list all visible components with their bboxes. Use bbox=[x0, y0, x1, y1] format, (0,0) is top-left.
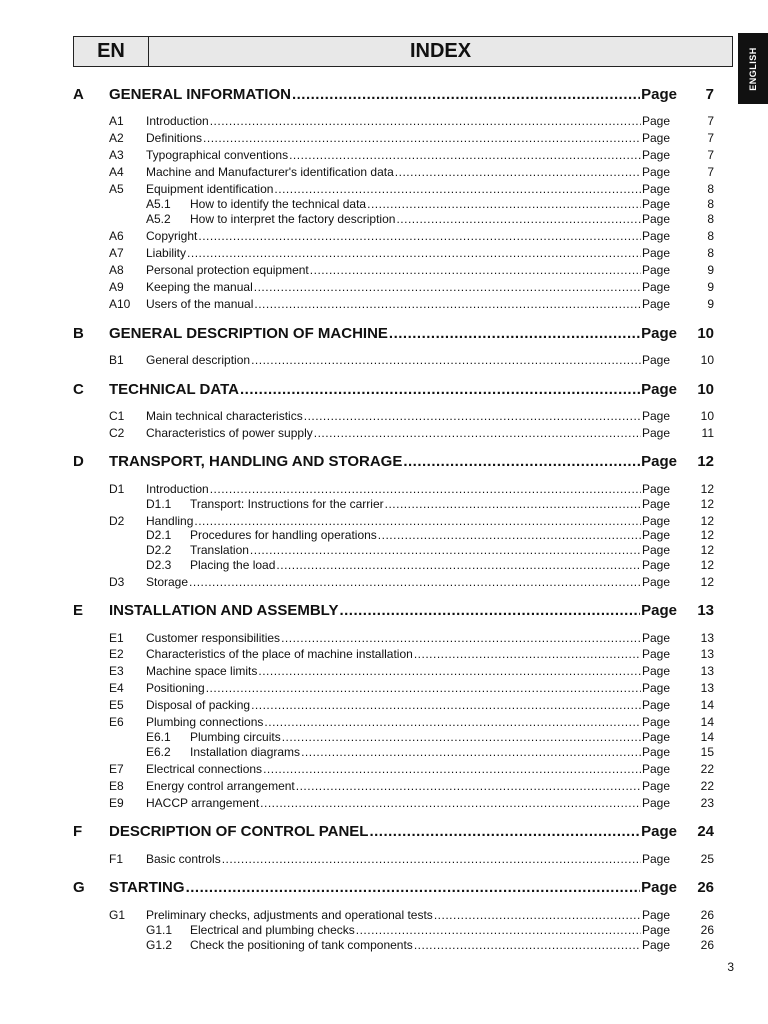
toc-title-line bbox=[146, 262, 670, 279]
toc-code: E3 bbox=[109, 664, 124, 678]
toc-code: D2.3 bbox=[146, 558, 172, 572]
toc-title-line bbox=[146, 113, 670, 130]
toc-title: Handling bbox=[146, 514, 194, 528]
toc-page-number: 22 bbox=[700, 779, 714, 793]
toc-entry-row[interactable] bbox=[0, 262, 768, 279]
page-word: Page bbox=[641, 698, 670, 712]
dot-leader bbox=[396, 211, 641, 228]
page-word: Page bbox=[641, 715, 670, 729]
page-word: Page bbox=[641, 165, 670, 179]
toc-title-line bbox=[190, 211, 670, 228]
page-word: Page bbox=[641, 148, 670, 162]
dot-leader bbox=[186, 879, 641, 896]
toc-code: D1.1 bbox=[146, 497, 172, 511]
dot-leader bbox=[260, 795, 641, 812]
page-word: Page bbox=[641, 762, 670, 776]
toc-page-number: 10 bbox=[697, 381, 714, 398]
page-word: Page bbox=[641, 229, 670, 243]
toc-page-number: 10 bbox=[697, 325, 714, 342]
toc-title: Basic controls bbox=[146, 852, 221, 866]
dot-leader bbox=[263, 761, 641, 778]
toc-entry-row[interactable] bbox=[0, 761, 768, 778]
toc-title-line bbox=[109, 325, 677, 342]
page-word: Page bbox=[641, 212, 670, 226]
toc-page-number: 26 bbox=[700, 938, 714, 952]
toc-title-line bbox=[109, 879, 677, 896]
page-title: INDEX bbox=[409, 40, 472, 62]
dot-leader bbox=[403, 453, 640, 470]
toc-code: E8 bbox=[109, 779, 124, 793]
dot-leader bbox=[210, 113, 641, 130]
toc-title: Personal protection equipment bbox=[146, 263, 309, 277]
toc-title: TECHNICAL DATA bbox=[109, 381, 239, 398]
toc-title: Electrical connections bbox=[146, 762, 263, 776]
toc-code: A6 bbox=[109, 229, 124, 243]
page-word: Page bbox=[641, 879, 677, 896]
dot-leader bbox=[198, 228, 641, 245]
dot-leader bbox=[296, 778, 641, 795]
toc-title-line bbox=[190, 744, 670, 761]
toc-code: G1.2 bbox=[146, 938, 173, 952]
toc-page-number: 26 bbox=[697, 879, 714, 896]
dot-leader bbox=[187, 245, 641, 262]
toc-page-number: 12 bbox=[700, 514, 714, 528]
toc-page-number: 12 bbox=[700, 497, 714, 511]
toc-title-line bbox=[146, 663, 670, 680]
toc-code: F bbox=[73, 823, 83, 840]
dot-leader bbox=[339, 602, 640, 619]
toc-entry-row[interactable] bbox=[0, 574, 768, 591]
toc-title: Check the positioning of tank components bbox=[190, 938, 413, 952]
dot-leader bbox=[189, 574, 641, 591]
toc-page-number: 14 bbox=[700, 698, 714, 712]
toc-code: A bbox=[73, 86, 84, 103]
toc-title-line bbox=[146, 147, 670, 164]
dot-leader bbox=[395, 164, 641, 181]
toc-code: D1 bbox=[109, 482, 125, 496]
toc-code: C bbox=[73, 381, 84, 398]
toc-page-number: 23 bbox=[700, 796, 714, 810]
toc-title: How to interpret the factory description bbox=[190, 212, 396, 226]
toc-code: G bbox=[73, 879, 85, 896]
toc-title-line bbox=[146, 296, 670, 313]
dot-leader bbox=[369, 823, 640, 840]
toc-code: F1 bbox=[109, 852, 124, 866]
toc-page-number: 13 bbox=[700, 631, 714, 645]
toc-entry-row[interactable] bbox=[0, 795, 768, 812]
dot-leader bbox=[222, 851, 641, 868]
dot-leader bbox=[203, 130, 641, 147]
toc-page-number: 12 bbox=[700, 543, 714, 557]
toc-code: E2 bbox=[109, 647, 124, 661]
page-word: Page bbox=[641, 923, 670, 937]
toc-page-number: 12 bbox=[700, 528, 714, 542]
toc-code: A5 bbox=[109, 182, 124, 196]
toc-code: G1 bbox=[109, 908, 126, 922]
dot-leader bbox=[254, 296, 641, 313]
toc-entry-row[interactable] bbox=[0, 425, 768, 442]
toc-code: C1 bbox=[109, 409, 125, 423]
toc-page-number: 26 bbox=[700, 908, 714, 922]
toc-title-line bbox=[109, 823, 677, 840]
dot-leader bbox=[385, 496, 641, 513]
toc-page-number: 9 bbox=[707, 280, 714, 294]
toc-title-line bbox=[146, 680, 670, 697]
toc-page-number: 13 bbox=[697, 602, 714, 619]
toc-entry-row[interactable] bbox=[0, 663, 768, 680]
toc-code: E6.1 bbox=[146, 730, 171, 744]
toc-page-number: 12 bbox=[697, 453, 714, 470]
toc-title-line bbox=[146, 425, 670, 442]
toc-code: E5 bbox=[109, 698, 124, 712]
toc-page-number: 10 bbox=[700, 353, 714, 367]
toc-subentry-row[interactable] bbox=[0, 496, 768, 513]
toc-code: G1.1 bbox=[146, 923, 173, 937]
toc-code: D3 bbox=[109, 575, 125, 589]
toc-page-number: 9 bbox=[707, 297, 714, 311]
toc-code: D2 bbox=[109, 514, 125, 528]
dot-leader bbox=[281, 630, 641, 647]
toc-code: A1 bbox=[109, 114, 124, 128]
page-word: Page bbox=[641, 353, 670, 367]
toc-title-line bbox=[146, 630, 670, 647]
page-word: Page bbox=[641, 482, 670, 496]
toc-entry-row[interactable] bbox=[0, 279, 768, 296]
toc-code: E7 bbox=[109, 762, 124, 776]
language-code: EN bbox=[74, 37, 149, 66]
toc-entry-row[interactable] bbox=[0, 851, 768, 868]
toc-section-row[interactable] bbox=[0, 453, 768, 470]
toc-title: Placing the load bbox=[190, 558, 276, 572]
toc-title: Copyright bbox=[146, 229, 198, 243]
page-word: Page bbox=[641, 246, 670, 260]
toc-title: Preliminary checks, adjustments and operational tests bbox=[146, 908, 433, 922]
page-word: Page bbox=[641, 497, 670, 511]
page-word: Page bbox=[641, 908, 670, 922]
toc-title: Storage bbox=[146, 575, 189, 589]
dot-leader bbox=[251, 352, 641, 369]
toc-code: D2.1 bbox=[146, 528, 172, 542]
toc-entry-row[interactable] bbox=[0, 352, 768, 369]
page-word: Page bbox=[641, 823, 677, 840]
toc-title: Machine space limits bbox=[146, 664, 258, 678]
toc-title-line bbox=[190, 496, 670, 513]
toc-title: Electrical and plumbing checks bbox=[190, 923, 355, 937]
toc-code: A4 bbox=[109, 165, 124, 179]
dot-leader bbox=[389, 325, 640, 342]
page-word: Page bbox=[641, 602, 677, 619]
toc-code: B1 bbox=[109, 353, 124, 367]
toc-title: Equipment identification bbox=[146, 182, 274, 196]
toc-title-line bbox=[190, 937, 670, 954]
toc-title: Users of the manual bbox=[146, 297, 254, 311]
toc-title: Introduction bbox=[146, 482, 209, 496]
toc-page-number: 14 bbox=[700, 730, 714, 744]
toc-title-line bbox=[146, 646, 670, 663]
dot-leader bbox=[414, 937, 641, 954]
toc-code: A7 bbox=[109, 246, 124, 260]
toc-entry-row[interactable] bbox=[0, 646, 768, 663]
toc-page-number: 13 bbox=[700, 681, 714, 695]
toc-page-number: 24 bbox=[697, 823, 714, 840]
toc-title-line bbox=[146, 130, 670, 147]
toc-title-line bbox=[109, 602, 677, 619]
toc-code: E9 bbox=[109, 796, 124, 810]
toc-title: GENERAL INFORMATION bbox=[109, 86, 291, 103]
page-word: Page bbox=[641, 664, 670, 678]
toc-code: E4 bbox=[109, 681, 124, 695]
toc-entry-row[interactable] bbox=[0, 164, 768, 181]
toc-page-number: 8 bbox=[707, 182, 714, 196]
toc-title: Positioning bbox=[146, 681, 205, 695]
toc-title-line bbox=[190, 557, 670, 574]
toc-code: A3 bbox=[109, 148, 124, 162]
toc-title-line bbox=[146, 795, 670, 812]
toc-title-line bbox=[146, 761, 670, 778]
dot-leader bbox=[289, 147, 641, 164]
toc-page-number: 25 bbox=[700, 852, 714, 866]
dot-leader bbox=[258, 663, 641, 680]
toc-title-line bbox=[109, 453, 677, 470]
toc-page-number: 8 bbox=[707, 197, 714, 211]
dot-leader bbox=[292, 86, 640, 103]
toc-page-number: 12 bbox=[700, 575, 714, 589]
toc-page-number: 13 bbox=[700, 664, 714, 678]
toc-title: Procedures for handling operations bbox=[190, 528, 377, 542]
toc-page-number: 22 bbox=[700, 762, 714, 776]
toc-title-line bbox=[146, 279, 670, 296]
toc-section-row[interactable] bbox=[0, 86, 768, 103]
toc-code: A5.1 bbox=[146, 197, 171, 211]
toc-title-line bbox=[146, 352, 670, 369]
toc-title: Transport: Instructions for the carrier bbox=[190, 497, 384, 511]
page-word: Page bbox=[641, 86, 677, 103]
toc-title: Plumbing connections bbox=[146, 715, 264, 729]
toc-entry-row[interactable] bbox=[0, 697, 768, 714]
toc-title: Liability bbox=[146, 246, 187, 260]
dot-leader bbox=[304, 408, 641, 425]
toc-code: A10 bbox=[109, 297, 131, 311]
toc-title: Main technical characteristics bbox=[146, 409, 303, 423]
toc-title: Installation diagrams bbox=[190, 745, 301, 759]
page-word: Page bbox=[641, 453, 677, 470]
toc-entry-row[interactable] bbox=[0, 680, 768, 697]
toc-title: Disposal of packing bbox=[146, 698, 251, 712]
toc-entry-row[interactable] bbox=[0, 228, 768, 245]
page-word: Page bbox=[641, 938, 670, 952]
toc-section-row[interactable] bbox=[0, 381, 768, 398]
toc-page-number: 11 bbox=[701, 426, 714, 440]
toc-section-row[interactable] bbox=[0, 325, 768, 342]
toc-code: D bbox=[73, 453, 84, 470]
toc-page-number: 7 bbox=[707, 148, 714, 162]
page-word: Page bbox=[641, 325, 677, 342]
toc-title-line bbox=[146, 574, 670, 591]
toc-page-number: 10 bbox=[700, 409, 714, 423]
toc-title-line bbox=[146, 228, 670, 245]
toc-entry-row[interactable] bbox=[0, 130, 768, 147]
toc-title: Definitions bbox=[146, 131, 203, 145]
page-word: Page bbox=[641, 543, 670, 557]
toc-page-number: 7 bbox=[707, 131, 714, 145]
toc-title: How to identify the technical data bbox=[190, 197, 367, 211]
page-word: Page bbox=[641, 647, 670, 661]
page-word: Page bbox=[641, 426, 670, 440]
toc-code: E bbox=[73, 602, 84, 619]
toc-entry-row[interactable] bbox=[0, 630, 768, 647]
toc-section-row[interactable] bbox=[0, 823, 768, 840]
toc-code: A8 bbox=[109, 263, 124, 277]
toc-page-number: 9 bbox=[707, 263, 714, 277]
toc-code: B bbox=[73, 325, 84, 342]
page-word: Page bbox=[641, 197, 670, 211]
page-word: Page bbox=[641, 779, 670, 793]
toc-page-number: 7 bbox=[707, 114, 714, 128]
toc-page-number: 13 bbox=[700, 647, 714, 661]
toc-title-line bbox=[146, 851, 670, 868]
toc-title-line bbox=[109, 381, 677, 398]
toc-subentry-row[interactable] bbox=[0, 744, 768, 761]
dot-leader bbox=[251, 697, 641, 714]
dot-leader bbox=[414, 646, 641, 663]
page-word: Page bbox=[641, 263, 670, 277]
toc-title-line bbox=[146, 697, 670, 714]
page-word: Page bbox=[641, 381, 677, 398]
toc-page-number: 26 bbox=[700, 923, 714, 937]
toc-title: Plumbing circuits bbox=[190, 730, 281, 744]
toc-title-line bbox=[146, 778, 670, 795]
toc-page-number: 7 bbox=[705, 86, 714, 103]
page-word: Page bbox=[641, 796, 670, 810]
page-word: Page bbox=[641, 409, 670, 423]
toc-title: Energy control arrangement bbox=[146, 779, 295, 793]
toc-title: Keeping the manual bbox=[146, 280, 253, 294]
toc-title: TRANSPORT, HANDLING AND STORAGE bbox=[109, 453, 403, 470]
page-word: Page bbox=[641, 514, 670, 528]
toc-section-row[interactable] bbox=[0, 879, 768, 896]
toc-code: A2 bbox=[109, 131, 124, 145]
toc-code: E1 bbox=[109, 631, 124, 645]
toc-page-number: 7 bbox=[707, 165, 714, 179]
toc-title: INSTALLATION AND ASSEMBLY bbox=[109, 602, 339, 619]
toc-code: E6 bbox=[109, 715, 124, 729]
page-word: Page bbox=[641, 131, 670, 145]
dot-leader bbox=[301, 744, 641, 761]
dot-leader bbox=[206, 680, 641, 697]
toc-entry-row[interactable] bbox=[0, 408, 768, 425]
toc-title-line bbox=[146, 164, 670, 181]
page-word: Page bbox=[641, 558, 670, 572]
toc-title: GENERAL DESCRIPTION OF MACHINE bbox=[109, 325, 388, 342]
toc-page-number: 8 bbox=[707, 229, 714, 243]
toc-code: E6.2 bbox=[146, 745, 171, 759]
page-word: Page bbox=[641, 280, 670, 294]
toc-page-number: 8 bbox=[707, 212, 714, 226]
toc-page-number: 8 bbox=[707, 246, 714, 260]
toc-title: Typographical conventions bbox=[146, 148, 289, 162]
page-word: Page bbox=[641, 182, 670, 196]
page-word: Page bbox=[641, 681, 670, 695]
page-word: Page bbox=[641, 114, 670, 128]
toc-entry-row[interactable] bbox=[0, 245, 768, 262]
page-word: Page bbox=[641, 852, 670, 866]
toc-title: Characteristics of the place of machine installation bbox=[146, 647, 413, 661]
page-word: Page bbox=[641, 575, 670, 589]
toc-subentry-row[interactable] bbox=[0, 557, 768, 574]
toc-entry-row[interactable] bbox=[0, 147, 768, 164]
dot-leader bbox=[314, 425, 641, 442]
toc-entry-row[interactable] bbox=[0, 113, 768, 130]
toc-subentry-row[interactable] bbox=[0, 211, 768, 228]
toc-page-number: 15 bbox=[700, 745, 714, 759]
page-word: Page bbox=[641, 730, 670, 744]
dot-leader bbox=[276, 557, 641, 574]
side-tab-label: ENGLISH bbox=[748, 46, 758, 91]
toc-code: A5.2 bbox=[146, 212, 171, 226]
dot-leader bbox=[254, 279, 641, 296]
toc-title: Customer responsibilities bbox=[146, 631, 281, 645]
dot-leader bbox=[310, 262, 641, 279]
page-word: Page bbox=[641, 528, 670, 542]
toc-page-number: 12 bbox=[700, 558, 714, 572]
toc-title: STARTING bbox=[109, 879, 185, 896]
toc-title-line bbox=[109, 86, 677, 103]
page-word: Page bbox=[641, 745, 670, 759]
toc-code: D2.2 bbox=[146, 543, 172, 557]
toc-title-line bbox=[146, 245, 670, 262]
page-word: Page bbox=[641, 297, 670, 311]
toc-subentry-row[interactable] bbox=[0, 937, 768, 954]
toc-page-number: 12 bbox=[700, 482, 714, 496]
toc-title: Machine and Manufacturer's identification data bbox=[146, 165, 394, 179]
toc-title: Introduction bbox=[146, 114, 209, 128]
toc-title-line bbox=[146, 408, 670, 425]
toc-code: A9 bbox=[109, 280, 124, 294]
toc-title: Translation bbox=[190, 543, 249, 557]
toc-page-number: 14 bbox=[700, 715, 714, 729]
page-number: 3 bbox=[727, 960, 734, 974]
toc-code: C2 bbox=[109, 426, 125, 440]
page-word: Page bbox=[641, 631, 670, 645]
toc-entry-row[interactable] bbox=[0, 778, 768, 795]
toc-title: HACCP arrangement bbox=[146, 796, 260, 810]
toc-section-row[interactable] bbox=[0, 602, 768, 619]
toc-title: General description bbox=[146, 353, 251, 367]
toc-entry-row[interactable] bbox=[0, 296, 768, 313]
dot-leader bbox=[240, 381, 640, 398]
toc-title: DESCRIPTION OF CONTROL PANEL bbox=[109, 823, 369, 840]
toc-title: Characteristics of power supply bbox=[146, 426, 313, 440]
